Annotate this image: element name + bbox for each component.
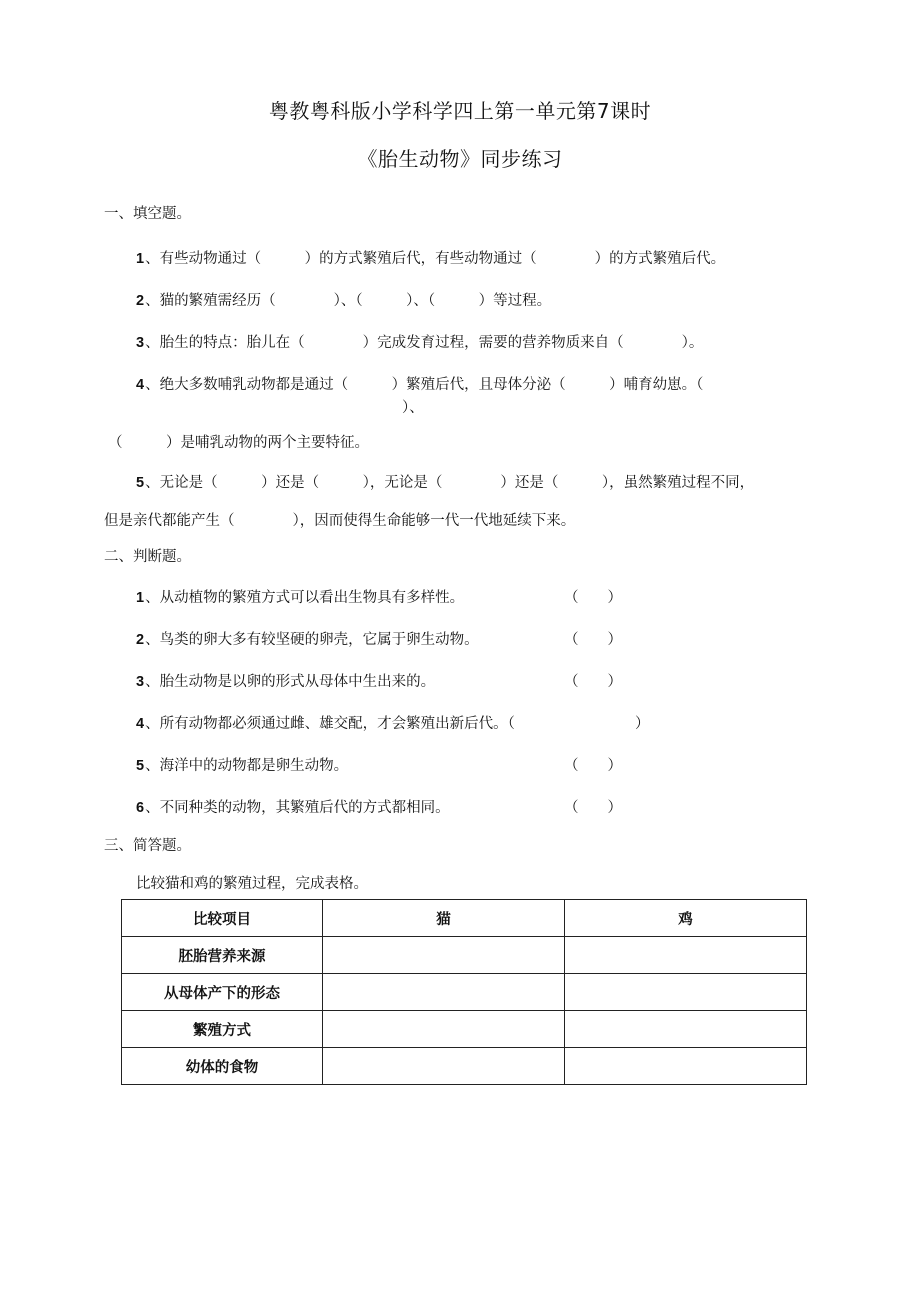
question-text: 、海洋中的动物都是卵生动物。 [145, 758, 349, 774]
table-row [122, 1048, 807, 1085]
row-label-cell: 胚胎营养来源 [122, 937, 323, 974]
question-number: 6 [136, 800, 145, 816]
fill-blank-question [136, 473, 754, 493]
answer-cell-cat[interactable] [323, 1048, 565, 1085]
question-text: 、胎生的特点：胎儿在（ ）完成发育过程，需要的营养物质来自（ ）。 [145, 335, 704, 351]
question-number: 3 [136, 674, 145, 690]
answer-cell-cat[interactable] [323, 1011, 565, 1048]
section-heading-true-false: 二、判断题。 [104, 549, 191, 565]
answer-cell-cat[interactable] [323, 937, 565, 974]
judge-question [136, 588, 464, 608]
fill-blank-question [136, 375, 703, 395]
table-header-cell: 猫 [323, 900, 565, 937]
table-header-cell: 鸡 [565, 900, 807, 937]
question-text: 、绝大多数哺乳动物都是通过（ ）繁殖后代，且母体分泌（ ）哺育幼崽。（ [145, 377, 704, 393]
answer-cell-chicken[interactable] [565, 937, 807, 974]
answer-parens[interactable]: ） [635, 716, 650, 732]
row-label-cell: 从母体产下的形态 [122, 974, 323, 1011]
answer-cell-chicken[interactable] [565, 1011, 807, 1048]
answer-parens[interactable]: （ ） [564, 800, 622, 816]
fill-blank-question [136, 249, 725, 269]
question-number: 3 [136, 335, 145, 351]
table-row [122, 937, 807, 974]
answer-cell-chicken[interactable] [565, 1048, 807, 1085]
question-text: 、所有动物都必须通过雌、雄交配，才会繁殖出新后代。（ [145, 716, 515, 732]
question-number: 2 [136, 632, 145, 648]
table-header-cell: 比较项目 [122, 900, 323, 937]
question-number: 4 [136, 716, 145, 732]
table-row [122, 974, 807, 1011]
fill-blank-question [136, 333, 703, 353]
judge-question [136, 756, 348, 776]
judge-question [136, 714, 515, 734]
answer-cell-chicken[interactable] [565, 974, 807, 1011]
row-label-cell: 繁殖方式 [122, 1011, 323, 1048]
question-text-tail: ）、 [402, 400, 424, 416]
judge-question [136, 672, 435, 692]
question-text: 、从动植物的繁殖方式可以看出生物具有多样性。 [145, 590, 465, 606]
row-label-cell: 幼体的食物 [122, 1048, 323, 1085]
section-heading-fill-blank: 一、填空题。 [104, 206, 191, 222]
question-number: 4 [136, 377, 145, 393]
page-subtitle: 《胎生动物》同步练习 [357, 147, 563, 171]
page-title: 粤教粤科版小学科学四上第一单元第7课时 [268, 99, 652, 123]
answer-parens[interactable]: （ ） [564, 632, 622, 648]
judge-question [136, 798, 450, 818]
question-number: 2 [136, 293, 145, 309]
question-text: 、鸟类的卵大多有较坚硬的卵壳，它属于卵生动物。 [145, 632, 479, 648]
question-text-continued: 但是亲代都能产生（ ），因而使得生命能够一代一代地延续下来。 [104, 513, 576, 529]
answer-cell-cat[interactable] [323, 974, 565, 1011]
question-number: 1 [136, 590, 145, 606]
question-text: 、无论是（ ）还是（ ），无论是（ ）还是（ ），虽然繁殖过程不同， [145, 475, 755, 491]
section-heading-short-answer: 三、简答题。 [104, 838, 191, 854]
table-header-row [122, 900, 807, 937]
short-answer-intro: 比较猫和鸡的繁殖过程，完成表格。 [136, 876, 368, 892]
question-text: 、猫的繁殖需经历（ ）、（ ）、（ ）等过程。 [145, 293, 552, 309]
fill-blank-question [136, 291, 551, 311]
question-text: 、胎生动物是以卵的形式从母体中生出来的。 [145, 674, 436, 690]
answer-parens[interactable]: （ ） [564, 590, 622, 606]
question-text: 、不同种类的动物，其繁殖后代的方式都相同。 [145, 800, 450, 816]
answer-parens[interactable]: （ ） [564, 674, 622, 690]
answer-parens[interactable]: （ ） [564, 758, 622, 774]
judge-question [136, 630, 479, 650]
table-row [122, 1011, 807, 1048]
question-number: 1 [136, 251, 145, 267]
question-text: 、有些动物通过（ ）的方式繁殖后代，有些动物通过（ ）的方式繁殖后代。 [145, 251, 726, 267]
question-text-continued: （ ）是哺乳动物的两个主要特征。 [108, 435, 369, 451]
question-number: 5 [136, 758, 145, 774]
question-number: 5 [136, 475, 145, 491]
comparison-table [121, 899, 807, 1085]
